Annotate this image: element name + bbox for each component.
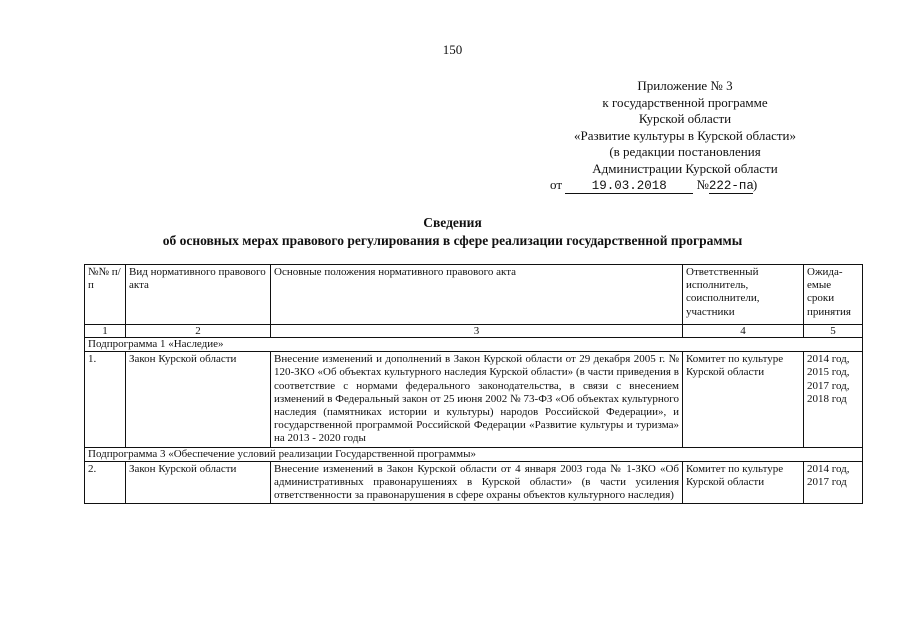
appendix-line-6: Администрации Курской области [592, 160, 778, 176]
term-item: 2014 год, [807, 353, 850, 366]
number-prefix: № [696, 177, 709, 192]
appendix-line-1: Приложение № 3 [637, 78, 733, 93]
row-act-type: Закон Курской области [126, 352, 271, 447]
appendix-date-line [520, 177, 850, 194]
row-terms [804, 352, 863, 447]
date-prefix: от [550, 177, 563, 192]
appendix-line-5: (в редакции постановления [609, 144, 761, 159]
subprogram-row [85, 338, 863, 352]
appendix-line-2: к государственной программе [602, 94, 768, 110]
number-field [709, 178, 753, 194]
row-terms [804, 461, 863, 504]
table-row [85, 352, 863, 447]
subprogram-title: Подпрограмма 3 «Обеспечение условий реализации Государственной программы» [85, 447, 863, 461]
document-title: Сведения [423, 215, 482, 230]
column-number: 2 [126, 325, 271, 338]
column-number: 3 [271, 325, 683, 338]
table-row [85, 461, 863, 504]
term-item: 2018 год [807, 392, 847, 405]
table-header-row [85, 265, 863, 325]
column-numbers-row [85, 325, 863, 338]
row-number: 2. [85, 461, 126, 504]
header-provisions: Основные положения нормативного правового акта [271, 265, 683, 325]
row-executor: Комитет по культуре Курской области [683, 461, 804, 504]
subprogram-title: Подпрограмма 1 «Наследие» [85, 338, 863, 352]
term-item: 2017 год [807, 476, 847, 489]
term-item: 2015 год, [807, 366, 850, 379]
column-number: 4 [683, 325, 804, 338]
row-provisions: Внесение изменений в Закон Курской области от 4 января 2003 года № 1-ЗКО «Об административных правонарушениях в Курской области» (в части усиления ответственности за правонарушения в сфере охраны объектов культурного наследия) [271, 461, 683, 504]
number-value: 222-па [708, 179, 754, 193]
header-terms: Ожида-емые сроки принятия [804, 265, 863, 325]
term-item: 2014 год, [807, 462, 850, 475]
subprogram-row [85, 447, 863, 461]
appendix-line-4: «Развитие культуры в Курской области» [573, 127, 797, 143]
header-number: №№ п/п [85, 265, 126, 325]
date-field [565, 178, 693, 194]
row-act-type: Закон Курской области [126, 461, 271, 504]
row-number: 1. [85, 352, 126, 447]
date-value: 19.03.2018 [591, 179, 667, 193]
header-act-type: Вид нормативного правового акта [126, 265, 271, 325]
column-number: 1 [85, 325, 126, 338]
row-provisions: Внесение изменений и дополнений в Закон Курской области от 29 декабря 2005 г. № 120-ЗКО «Об объектах культурного наследия Курской области» (в части приведения в соответствие с нормами федерального законодательства, в связи с внесением изменений в Федеральный закон от 25 июня 2002 № 73-ФЗ «Об объектах культурного наследия (памятниках истории и культуры) народов Российской Федерации», и государственной программой Российской Федерации «Развитие культуры и туризма» на 2013 - 2020 годы [271, 352, 683, 447]
term-item: 2017 год, [807, 379, 850, 392]
number-suffix: ) [752, 177, 758, 192]
row-executor: Комитет по культуре Курской области [683, 352, 804, 447]
document-subtitle: об основных мерах правового регулирования в сфере реализации государственной программы [162, 233, 743, 248]
appendix-block [520, 78, 850, 194]
appendix-line-3: Курской области [638, 111, 732, 126]
page-number: 150 [442, 42, 463, 57]
regulation-table [84, 264, 863, 504]
header-executor: Ответственный исполнитель, соисполнители, участники [683, 265, 804, 325]
column-number: 5 [804, 325, 863, 338]
